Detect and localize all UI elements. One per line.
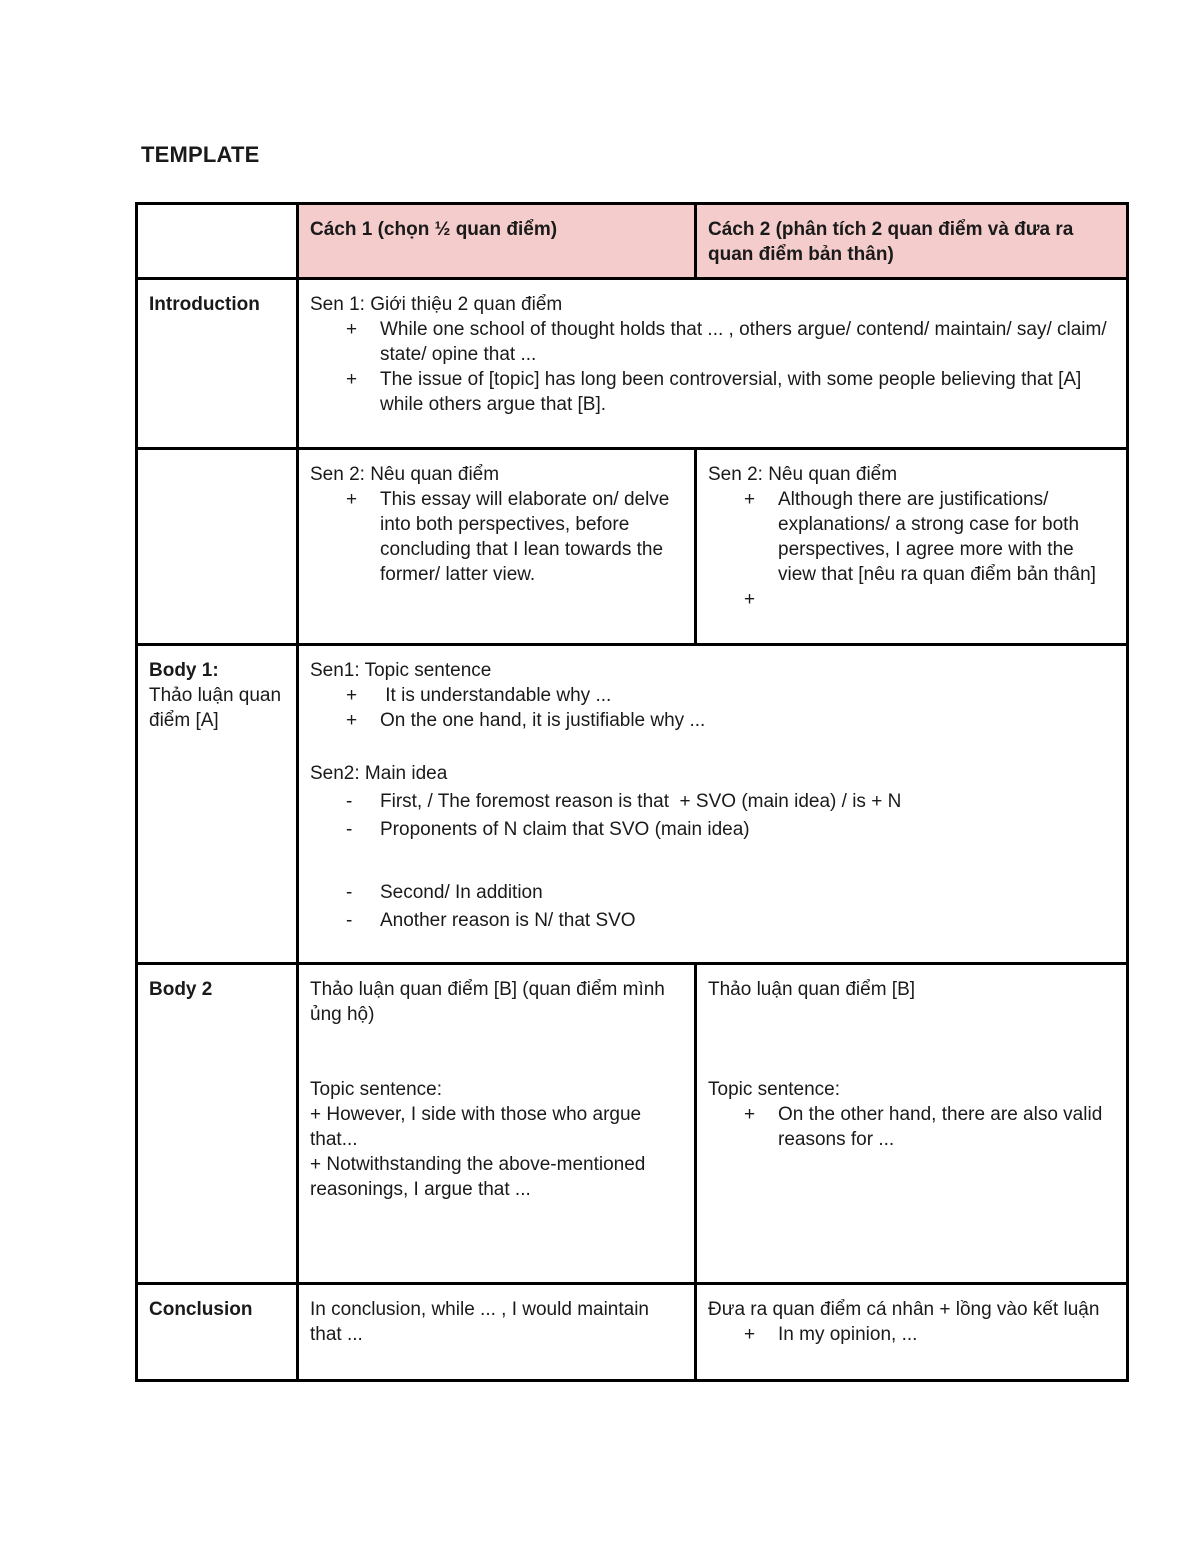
body1-label: Body 1: bbox=[149, 660, 219, 681]
plus-marker: + bbox=[346, 369, 358, 390]
plus-marker: + bbox=[744, 1104, 756, 1125]
spacer bbox=[310, 733, 1116, 761]
intro-bullets bbox=[310, 317, 1116, 417]
dash-marker: - bbox=[346, 910, 353, 931]
body2-col2-bullets bbox=[708, 1102, 1116, 1152]
bullet-text: First, / The foremost reason is that + SVO (main idea) / is + N bbox=[380, 791, 902, 812]
list-item bbox=[346, 367, 1116, 417]
dash-marker: - bbox=[346, 882, 353, 903]
body2-col2-topic: Topic sentence: bbox=[708, 1079, 841, 1100]
body1-cell bbox=[298, 645, 1128, 964]
plus-marker: + bbox=[744, 589, 756, 610]
plus-marker: + bbox=[346, 489, 358, 510]
plus-marker: + bbox=[346, 319, 358, 340]
body1-main-heading: Sen2: Main idea bbox=[310, 763, 448, 784]
list-item bbox=[744, 487, 1116, 587]
sen2-empty-cell bbox=[137, 449, 298, 645]
plus-marker: + bbox=[346, 710, 358, 731]
list-item bbox=[346, 817, 1116, 842]
conclusion-col2-bullets bbox=[708, 1322, 1116, 1347]
list-item bbox=[346, 487, 684, 587]
bullet-text: Another reason is N/ that SVO bbox=[380, 910, 636, 931]
body2-col1-line1: + However, I side with those who argue that... bbox=[310, 1104, 642, 1150]
sen2-col1-bullets bbox=[310, 487, 684, 587]
spacer bbox=[380, 845, 1116, 877]
sen2-col1-heading: Sen 2: Nêu quan điểm bbox=[310, 464, 500, 485]
body1-main-bullets bbox=[310, 789, 1116, 933]
dash-marker: - bbox=[346, 791, 353, 812]
list-item bbox=[744, 1102, 1116, 1152]
list-item bbox=[346, 789, 1116, 814]
list-item bbox=[346, 708, 1116, 733]
spacer bbox=[310, 1027, 684, 1077]
body2-label: Body 2 bbox=[137, 964, 298, 1284]
list-item bbox=[346, 908, 1116, 933]
bullet-text: The issue of [topic] has long been controversial, with some people believing that [A] while others argue that [B]. bbox=[380, 369, 1082, 415]
spacer bbox=[708, 1002, 1116, 1077]
list-item bbox=[346, 683, 1116, 708]
intro-sen1: Sen 1: Giới thiệu 2 quan điểm bbox=[310, 294, 563, 315]
plus-marker: + bbox=[744, 489, 756, 510]
intro-row bbox=[137, 279, 1128, 449]
body1-topic-heading: Sen1: Topic sentence bbox=[310, 660, 492, 681]
conclusion-row bbox=[137, 1284, 1128, 1381]
sen2-col2 bbox=[696, 449, 1128, 645]
body2-row bbox=[137, 964, 1128, 1284]
header-col2: Cách 2 (phân tích 2 quan điểm và đưa ra quan điểm bản thân) bbox=[696, 204, 1128, 279]
conclusion-col2 bbox=[696, 1284, 1128, 1381]
conclusion-label: Conclusion bbox=[137, 1284, 298, 1381]
body2-col1-heading: Thảo luận quan điểm [B] (quan điểm mình ủng hộ) bbox=[310, 979, 665, 1025]
sen2-col1 bbox=[298, 449, 696, 645]
body2-col2-heading: Thảo luận quan điểm [B] bbox=[708, 979, 916, 1000]
bullet-text: This essay will elaborate on/ delve into both perspectives, before concluding that I lean towards the former/ latter view. bbox=[380, 489, 670, 585]
intro-cell bbox=[298, 279, 1128, 449]
plus-marker: + bbox=[346, 685, 358, 706]
body2-col1-line2: + Notwithstanding the above-mentioned reasonings, I argue that ... bbox=[310, 1154, 646, 1200]
body1-sublabel: Thảo luận quan điểm [A] bbox=[149, 685, 282, 731]
body2-col1 bbox=[298, 964, 696, 1284]
page-title: TEMPLATE bbox=[141, 142, 260, 167]
list-item bbox=[346, 317, 1116, 367]
bullet-text: Second/ In addition bbox=[380, 882, 543, 903]
template-table bbox=[135, 202, 1129, 1382]
bullet-text: While one school of thought holds that ... , others argue/ contend/ maintain/ say/ claim/ state/ opine that ... bbox=[380, 319, 1107, 365]
list-item bbox=[744, 587, 1116, 612]
body1-topic-bullets bbox=[310, 683, 1116, 733]
bullet-text: It is understandable why ... bbox=[380, 685, 612, 706]
intro-label: Introduction bbox=[137, 279, 298, 449]
body2-col1-topic: Topic sentence: bbox=[310, 1079, 443, 1100]
list-item bbox=[744, 1322, 1116, 1347]
bullet-text: On the one hand, it is justifiable why ... bbox=[380, 710, 706, 731]
body1-row bbox=[137, 645, 1128, 964]
sen2-col2-bullets bbox=[708, 487, 1116, 612]
bullet-text: In my opinion, ... bbox=[778, 1324, 918, 1345]
dash-marker: - bbox=[346, 819, 353, 840]
body2-col2 bbox=[696, 964, 1128, 1284]
conclusion-col2-heading: Đưa ra quan điểm cá nhân + lồng vào kết luận bbox=[708, 1299, 1100, 1320]
bullet-text: On the other hand, there are also valid reasons for ... bbox=[778, 1104, 1103, 1150]
list-item bbox=[346, 880, 1116, 905]
conclusion-col1: In conclusion, while ... , I would maintain that ... bbox=[298, 1284, 696, 1381]
sen2-col2-heading: Sen 2: Nêu quan điểm bbox=[708, 464, 898, 485]
bullet-text: Proponents of N claim that SVO (main idea) bbox=[380, 819, 750, 840]
bullet-text: Although there are justifications/ explanations/ a strong case for both perspectives, I agree more with the view that [nêu ra quan điểm bản thân] bbox=[778, 489, 1096, 585]
sen2-row bbox=[137, 449, 1128, 645]
header-empty-cell bbox=[137, 204, 298, 279]
header-col1: Cách 1 (chọn ½ quan điểm) bbox=[298, 204, 696, 279]
plus-marker: + bbox=[744, 1324, 756, 1345]
body1-label-cell bbox=[137, 645, 298, 964]
header-row bbox=[137, 204, 1128, 279]
